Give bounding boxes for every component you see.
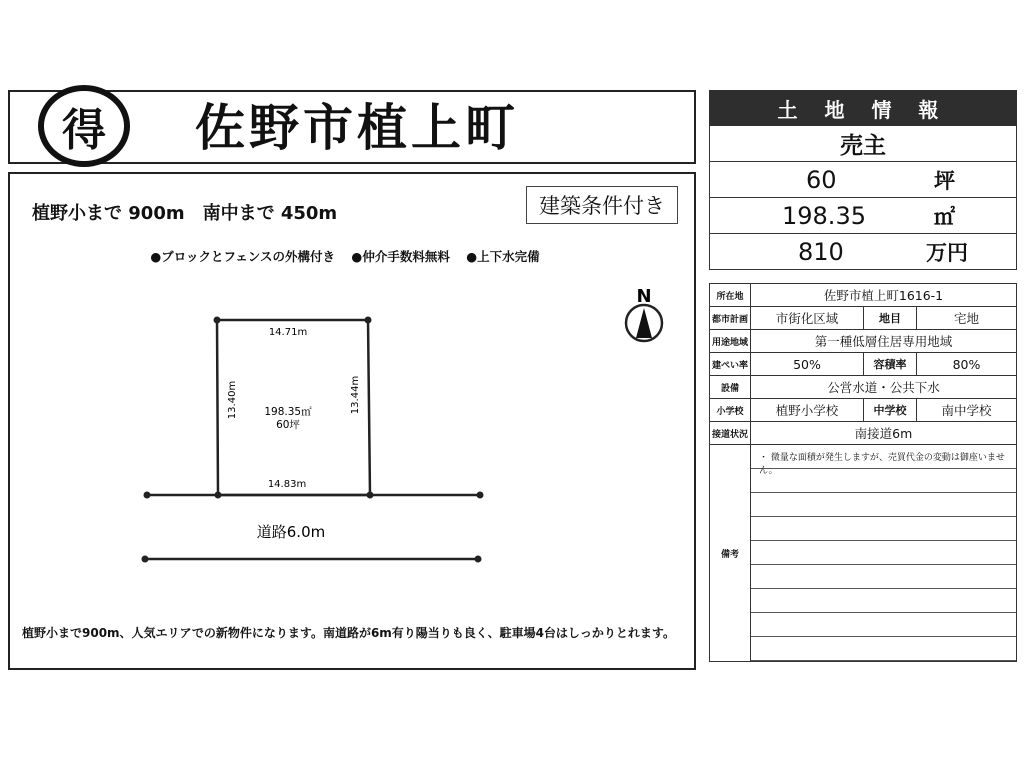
property-note: 植野小まで900m、人気エリアでの新物件になります。南道路が6m有り陽当りも良く、駐車場4台はしっかりとれます。 xyxy=(22,626,675,640)
junior-label: 中学校 xyxy=(864,399,917,422)
table-row xyxy=(710,422,1017,445)
table-row xyxy=(710,307,1017,330)
far-label: 容積率 xyxy=(864,353,917,376)
zoning-value: 第一種低層住居専用地域 xyxy=(751,330,1017,353)
road-width-label: 道路6.0m xyxy=(256,523,326,541)
price-row xyxy=(709,234,1017,270)
table-row xyxy=(710,445,1017,662)
lot-area-tsubo: 60坪 xyxy=(276,419,300,431)
school-distance: 植野小まで 900m 南中まで 450m xyxy=(32,203,338,224)
land-category-value: 宅地 xyxy=(917,307,1017,330)
right-edge-length: 13.44m xyxy=(350,375,361,415)
road-endpoint xyxy=(144,492,151,499)
facilities-value: 公営水道・公共下水 xyxy=(751,376,1017,399)
access-label: 接道状況 xyxy=(710,422,751,445)
property-details-table xyxy=(709,283,1017,662)
elementary-value: 植野小学校 xyxy=(751,399,864,422)
town-title: 佐野市植上町 xyxy=(195,99,519,157)
sqm-unit: ㎡ xyxy=(934,204,955,229)
price-unit: 万円 xyxy=(926,240,968,265)
road-endpoint xyxy=(142,556,149,563)
land-info-heading: 土 地 情 報 xyxy=(709,90,1017,126)
lot-area-sqm: 198.35㎡ xyxy=(264,406,312,418)
table-row xyxy=(710,399,1017,422)
price-value: 810 xyxy=(798,237,844,266)
table-row xyxy=(710,376,1017,399)
tsubo-row xyxy=(709,162,1017,198)
elementary-label: 小学校 xyxy=(710,399,751,422)
north-arrow-icon xyxy=(636,308,652,338)
access-value: 南接道6m xyxy=(751,422,1017,445)
facilities-label: 設備 xyxy=(710,376,751,399)
sqm-row xyxy=(709,198,1017,234)
far-value: 80% xyxy=(917,353,1017,376)
coverage-label: 建ぺい率 xyxy=(710,353,751,376)
top-edge-length: 14.71m xyxy=(268,327,308,338)
city-plan-value: 市街化区域 xyxy=(751,307,864,330)
location-value: 佐野市植上町1616-1 xyxy=(751,284,1017,307)
lot-corner xyxy=(214,317,221,324)
remarks-text: ・ 微量な面積が発生しますが、売買代金の変動は御座いません。 xyxy=(759,453,1005,476)
city-plan-label: 都市計画 xyxy=(710,307,751,330)
feature-item: ●仲介手数料無料 xyxy=(351,249,450,264)
feature-item: ●上下水完備 xyxy=(466,249,540,264)
coverage-value: 50% xyxy=(751,353,864,376)
bottom-edge-length: 14.83m xyxy=(267,479,307,490)
land-category-label: 地目 xyxy=(864,307,917,330)
tsubo-unit: 坪 xyxy=(934,168,955,193)
lot-corner xyxy=(365,317,372,324)
location-label: 所在地 xyxy=(710,284,751,307)
table-row xyxy=(710,284,1017,307)
building-condition-label: 建築条件付き xyxy=(526,186,678,224)
zoning-label: 用途地域 xyxy=(710,330,751,353)
table-row xyxy=(710,353,1017,376)
remarks-cell xyxy=(751,445,1017,662)
junior-value: 南中学校 xyxy=(917,399,1017,422)
north-label: N xyxy=(636,286,652,307)
seller-row xyxy=(709,126,1017,162)
road-endpoint xyxy=(477,492,484,499)
left-edge-length: 13.40m xyxy=(227,380,238,420)
remarks-label: 備考 xyxy=(710,445,751,662)
seller-label: 売主 xyxy=(840,133,886,159)
feature-item: ●ブロックとフェンスの外構付き xyxy=(150,249,336,264)
remarks-lines xyxy=(751,445,1016,661)
sqm-value: 198.35 xyxy=(782,201,866,230)
tsubo-value: 60 xyxy=(806,165,837,194)
table-row xyxy=(710,330,1017,353)
toku-badge: 得 xyxy=(38,85,130,167)
road-endpoint xyxy=(475,556,482,563)
